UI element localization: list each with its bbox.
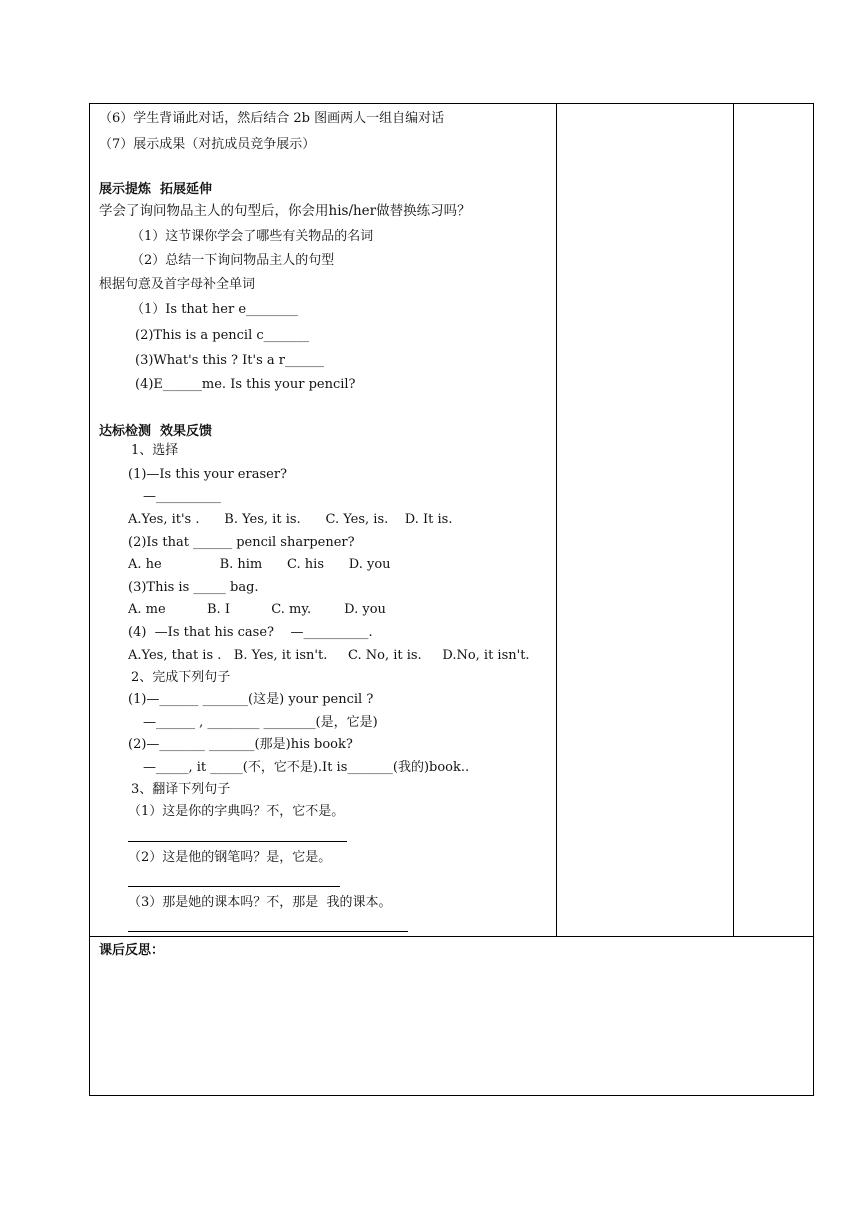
reflection-label: 课后反思： <box>99 943 165 958</box>
sentence-1-question: (1)—______ _______(这是) your pencil ? <box>128 692 374 707</box>
column-divider-1 <box>556 103 557 936</box>
lesson-table <box>89 103 814 1096</box>
question-3: (3)This is _____ bag. <box>128 580 259 595</box>
word-completion-1: （1）Is that her e________ <box>131 302 299 317</box>
translation-1-answer-line <box>128 841 347 842</box>
translation-2-answer-line <box>128 886 340 887</box>
part-2-title: 2、完成下列句子 <box>131 670 231 685</box>
step-7-text: （7）展示成果（对抗成员竞争展示） <box>99 137 316 152</box>
section-heading-check: 达标检测 效果反馈 <box>99 424 213 439</box>
sentence-2-answer: —_____, it _____(不，它不是).It is_______(我的)book.. <box>143 760 470 775</box>
translation-1: （1）这是你的字典吗？不，它不是。 <box>128 804 345 819</box>
question-1-options: A.Yes, it's . B. Yes, it is. C. Yes, is. D. It is. <box>128 512 453 527</box>
translation-2: （2）这是他的钢笔吗？是，它是。 <box>128 850 332 865</box>
word-completion-2: (2)This is a pencil c_______ <box>135 328 310 343</box>
sentence-2-question: (2)—_______ _______(那是)his book? <box>128 737 353 752</box>
question-4-options: A.Yes, that is . B. Yes, it isn't. C. No, it is. D.No, it isn't. <box>128 648 530 663</box>
part-1-title: 1、选择 <box>131 443 179 458</box>
column-divider-2 <box>733 103 734 936</box>
translation-3-answer-line <box>128 931 408 932</box>
word-completion-3: (3)What's this ? It's a r______ <box>135 353 324 368</box>
part-3-title: 3、翻译下列句子 <box>131 782 231 797</box>
section-heading-display: 展示提炼 拓展延伸 <box>99 182 213 197</box>
question-4: (4) —Is that his case? —__________. <box>128 625 373 640</box>
row-divider <box>89 936 814 937</box>
question-3-options: A. me B. I C. my. D. you <box>128 602 386 617</box>
word-completion-4: (4)E______me. Is this your pencil? <box>135 377 356 392</box>
word-completion-title: 根据句意及首字母补全单词 <box>99 277 256 292</box>
translation-3: （3）那是她的课本吗？不，那是 我的课本。 <box>128 895 392 910</box>
review-item-1: （1）这节课你学会了哪些有关物品的名词 <box>131 229 374 244</box>
sentence-1-answer: —______ , ________ ________(是，它是) <box>143 715 378 730</box>
step-6-text: （6）学生背诵此对话，然后结合 2b 图画两人一组自编对话 <box>99 111 445 126</box>
question-2: (2)Is that ______ pencil sharpener? <box>128 535 355 550</box>
question-1: (1)—Is this your eraser? <box>128 467 288 482</box>
intro-question: 学会了询问物品主人的句型后，你会用his/her做替换练习吗？ <box>99 203 471 219</box>
review-item-2: （2）总结一下询问物品主人的句型 <box>131 253 335 268</box>
question-1-answer-blank: —__________ <box>143 489 221 504</box>
question-2-options: A. he B. him C. his D. you <box>128 557 391 572</box>
